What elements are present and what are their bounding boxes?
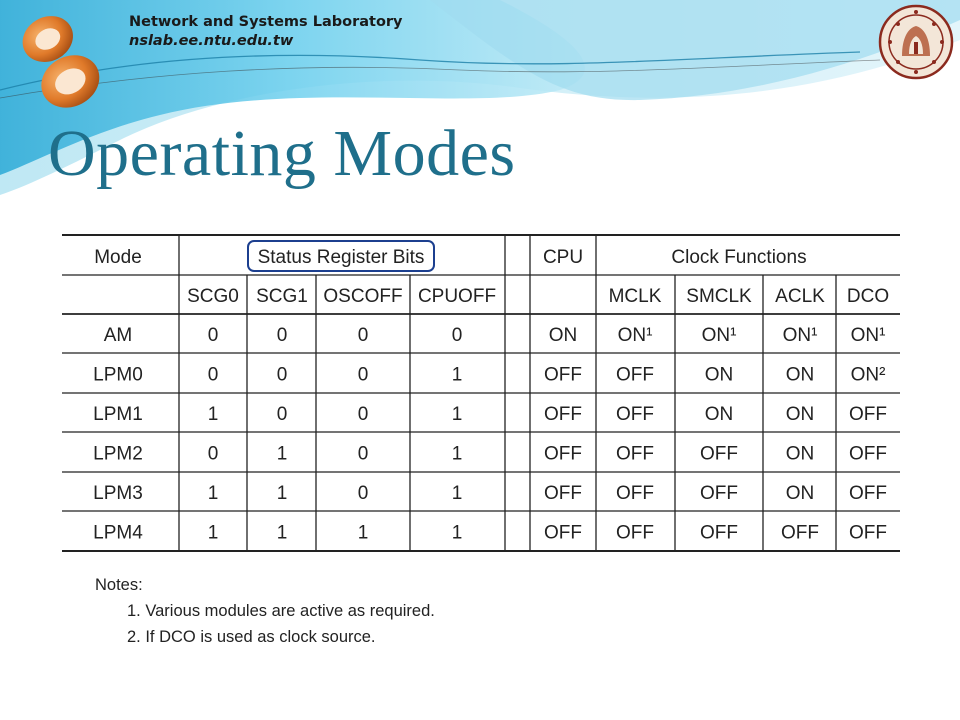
- cell-aclk: ON: [785, 443, 815, 465]
- cell-mode: LPM1: [93, 404, 143, 425]
- table-row: [93, 523, 887, 544]
- cell-dco: OFF: [849, 522, 887, 544]
- cell-scg1: 0: [276, 325, 288, 346]
- cell-scg0: 0: [207, 364, 219, 386]
- cell-cpu: ON: [548, 325, 578, 346]
- cell-scg1: 1: [276, 483, 288, 504]
- cell-oscoff: 0: [357, 443, 369, 465]
- cell-cpuoff: 1: [451, 443, 463, 465]
- cell-mode: LPM4: [93, 522, 143, 544]
- cell-scg1: 0: [276, 404, 288, 425]
- lab-name: Network and Systems Laboratory: [129, 14, 403, 30]
- header-aclk: ACLK: [775, 286, 825, 307]
- table-row: [93, 404, 887, 425]
- cell-scg0: 0: [207, 443, 219, 465]
- cell-oscoff: 0: [357, 325, 369, 346]
- table-row: [93, 483, 887, 504]
- cell-mode: LPM3: [93, 483, 143, 504]
- cell-scg0: 0: [207, 325, 219, 346]
- cell-scg1: 0: [276, 364, 288, 386]
- cell-scg1: 1: [276, 522, 288, 544]
- cell-scg0: 1: [207, 522, 219, 544]
- header-status-register-bits: Status Register Bits: [257, 247, 425, 268]
- cell-oscoff: 0: [357, 483, 369, 504]
- notes-heading: Notes:: [95, 576, 143, 594]
- header-cpuoff: CPUOFF: [417, 286, 497, 307]
- cell-cpuoff: 1: [451, 404, 463, 425]
- cell-aclk: ON: [785, 404, 815, 425]
- slide-title: Operating Modes: [48, 117, 516, 190]
- cell-dco: OFF: [849, 483, 887, 504]
- cell-dco: ON¹: [850, 325, 886, 346]
- cell-cpu: OFF: [544, 443, 582, 465]
- cell-aclk: OFF: [781, 522, 819, 544]
- cell-cpuoff: 1: [451, 483, 463, 504]
- cell-dco: OFF: [849, 443, 887, 465]
- notes: [95, 572, 435, 650]
- cell-aclk: ON¹: [782, 325, 818, 346]
- cell-mclk: OFF: [616, 443, 654, 465]
- cell-scg0: 1: [207, 483, 219, 504]
- cell-smclk: ON: [704, 404, 734, 425]
- note-item: 1. Various modules are active as required.: [127, 602, 435, 620]
- header-mclk: MCLK: [608, 286, 662, 307]
- cell-mode: LPM0: [93, 364, 143, 386]
- cell-cpu: OFF: [544, 364, 582, 386]
- cell-mclk: OFF: [616, 364, 654, 386]
- cell-oscoff: 0: [357, 364, 369, 386]
- header-dco: DCO: [846, 286, 890, 307]
- table-row: [93, 444, 887, 465]
- cell-cpuoff: 1: [451, 522, 463, 544]
- cell-mode: LPM2: [93, 443, 143, 465]
- cell-cpu: OFF: [544, 404, 582, 425]
- note-item: 2. If DCO is used as clock source.: [127, 628, 376, 646]
- table-row: [104, 325, 886, 346]
- cell-smclk: ON: [704, 364, 734, 386]
- cell-mclk: OFF: [616, 522, 654, 544]
- header-scg1: SCG1: [256, 286, 308, 307]
- header-mode: Mode: [94, 247, 142, 268]
- cell-mclk: OFF: [616, 404, 654, 425]
- cell-cpuoff: 0: [451, 325, 463, 346]
- cell-scg1: 1: [276, 443, 288, 465]
- cell-dco: ON²: [850, 364, 886, 386]
- header-oscoff: OSCOFF: [323, 286, 403, 307]
- header-clock-functions: Clock Functions: [671, 247, 807, 268]
- header-scg0: SCG0: [187, 286, 239, 307]
- cell-smclk: OFF: [700, 443, 738, 465]
- cell-oscoff: 0: [357, 404, 369, 425]
- cell-aclk: ON: [785, 364, 815, 386]
- cell-smclk: OFF: [700, 483, 738, 504]
- lab-url: nslab.ee.ntu.edu.tw: [129, 33, 294, 49]
- cell-smclk: OFF: [700, 522, 738, 544]
- cell-cpu: OFF: [544, 522, 582, 544]
- cell-mode: AM: [103, 325, 133, 346]
- cell-oscoff: 1: [357, 522, 369, 544]
- cell-cpuoff: 1: [451, 364, 463, 386]
- cell-aclk: ON: [785, 483, 815, 504]
- cell-cpu: OFF: [544, 483, 582, 504]
- header-smclk: SMCLK: [686, 286, 752, 307]
- cell-smclk: ON¹: [701, 325, 737, 346]
- table-row: [93, 365, 885, 386]
- cell-scg0: 1: [207, 404, 219, 425]
- header-cpu: CPU: [542, 247, 584, 268]
- cell-dco: OFF: [849, 404, 887, 425]
- cell-mclk: ON¹: [617, 325, 653, 346]
- cell-mclk: OFF: [616, 483, 654, 504]
